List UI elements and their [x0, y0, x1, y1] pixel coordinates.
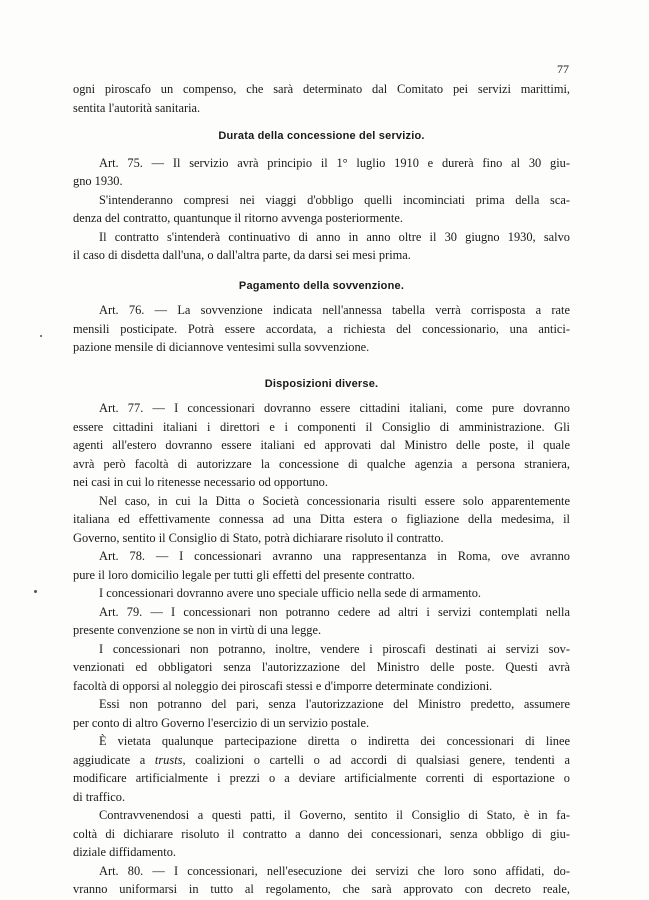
article-77-line: avrà però facoltà di autorizzare la concessione di qualche agenzia a persona straniera, — [73, 456, 570, 471]
article-78-line: I concessionari dovranno avere uno speciale ufficio nella sede di armamento. — [99, 586, 482, 600]
article-79-line-trusts — [73, 751, 570, 770]
article-77-line: Nel caso, in cui la Ditta o Società concessionaria risulti essere solo apparentemente — [99, 493, 570, 508]
article-77-line: agenti all'estero dovranno essere italiani ed approvati dal Ministro delle poste, il quale — [73, 438, 570, 452]
section-heading-pagamento: Pagamento della sovvenzione. — [238, 279, 405, 292]
article-79-line: I concessionari non potranno, inoltre, vendere i piroscafi destinati ai servizi sov- — [99, 641, 570, 656]
article-77-line: Art. 77. — I concessionari dovranno essere cittadini italiani, come pure dovranno — [99, 401, 570, 415]
article-75-line: denza del contratto, quantunque il ritorno avvenga posteriormente. — [73, 211, 403, 225]
article-77-line: essere cittadini italiani i direttori e i componenti il Consiglio di amministrazione. Gli — [73, 419, 570, 434]
section-heading-disposizioni: Disposizioni diverse. — [264, 377, 379, 390]
scan-speck — [34, 590, 37, 593]
article-77-line: Governo, sentito il Consiglio di Stato, potrà dichiarare risoluto il contratto. — [73, 530, 444, 545]
article-75-line: S'intenderanno compresi nei viaggi d'obbligo quelli incominciati prima della sca- — [99, 192, 570, 207]
article-79-line: Essi non potranno del pari, senza l'autorizzazione del Ministro predetto, assumere — [99, 697, 570, 711]
article-79-line: Contravvenendosi a questi patti, il Governo, sentito il Consiglio di Stato, è in fa- — [99, 808, 570, 822]
article-79-line: Art. 79. — I concessionari non potranno cedere ad altri i servizi contemplati nella — [99, 604, 570, 619]
article-75-line: gno 1930. — [73, 174, 123, 188]
article-79-line: di traffico. — [73, 789, 126, 804]
article-76-line: Art. 76. — La sovvenzione indicata nell'annessa tabella verrà corrisposta a rate — [99, 303, 570, 317]
article-79-line: facoltà di opporsi al noleggio dei piroscafi stessi e d'imporre determinate condizioni. — [73, 678, 493, 693]
text-line: ogni piroscafo un compenso, che sarà determinato dal Comitato pei servizi marittimi, — [73, 82, 570, 96]
article-77-line: italiana ed effettivamente connessa ad una Ditta estera o figliazione della medesima, il — [73, 512, 570, 526]
text-run: , coalizioni o cartelli o ad accordi di qualsiasi genere, tendenti a — [182, 752, 570, 767]
article-75-line: il caso di disdetta dall'una, o dall'altra parte, da darsi sei mesi prima. — [73, 248, 411, 262]
italic-term: trusts — [154, 752, 183, 767]
text-line: sentita l'autorità sanitaria. — [73, 100, 201, 115]
article-79-line: diziale diffidamento. — [73, 845, 176, 859]
article-75-line: Art. 75. — Il servizio avrà principio il 1° luglio 1910 e durerà fino al 30 giu- — [99, 155, 570, 170]
article-80-line: vranno uniformarsi in tutto al regolamento, che sarà approvato con decreto reale, — [73, 882, 570, 896]
article-78-line: Art. 78. — I concessionari avranno una rappresentanza in Roma, ove avranno — [99, 549, 570, 563]
article-79-line: modificare artificialmente i prezzi o a deviare artificialmente correnti di esportazione o — [73, 771, 570, 785]
scan-speck — [40, 335, 42, 337]
page-number: 77 — [557, 62, 569, 76]
article-79-line: per conto di altro Governo l'esercizio di un servizio postale. — [73, 715, 370, 730]
article-80-line: Art. 80. — I concessionari, nell'esecuzione dei servizi che loro sono affidati, do- — [99, 863, 570, 878]
article-76-line: pazione mensile di diciannove ventesimi sulla sovvenzione. — [73, 340, 370, 354]
section-heading-durata: Durata della concessione del servizio. — [218, 130, 425, 142]
article-76-line: mensili posticipate. Potrà essere accordata, a richiesta del concessionario, una antici- — [73, 321, 570, 336]
article-79-line: coltà di dichiarare risoluto il contratto a danno dei concessionari, senza obbligo di giu- — [73, 826, 570, 841]
article-79-line: presente convenzione se non in virtù di una legge. — [73, 623, 322, 637]
article-79-line: È vietata qualunque partecipazione diretta o indiretta dei concessionari di linee — [99, 734, 570, 748]
text-run: aggiudicate a — [73, 752, 155, 767]
page-body — [73, 80, 570, 899]
article-77-line: nei casi in cui lo ritenesse necessario od opportuno. — [73, 475, 328, 489]
article-79-line: venzionati ed obbligatori senza l'autorizzazione del Ministro delle poste. Questi avrà — [73, 660, 570, 674]
article-78-line: pure il loro domicilio legale per tutti gli effetti del presente contratto. — [73, 567, 415, 582]
article-75-line: Il contratto s'intenderà continuativo di anno in anno oltre il 30 giugno 1930, salvo — [99, 229, 570, 244]
